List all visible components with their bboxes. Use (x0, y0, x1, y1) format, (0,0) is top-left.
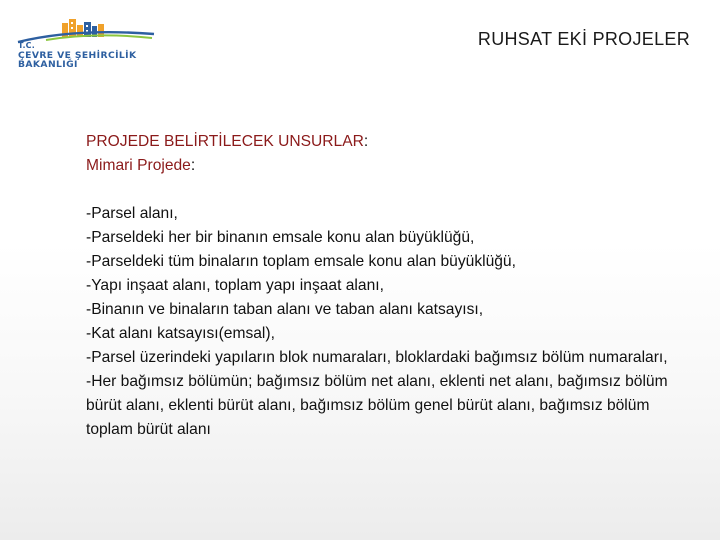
list-item-taban-alani: -Binanın ve binaların taban alanı ve taban alanı katsayısı, (86, 301, 484, 318)
item-list (86, 202, 686, 442)
logo-line-ministry: BAKANLIĞI (18, 59, 78, 70)
list-item-kat-alani-katsayisi: -Kat alanı katsayısı(emsal), (86, 325, 275, 342)
list-item-parsel-alani: -Parsel alanı, (86, 205, 178, 222)
logo-text (18, 41, 137, 70)
heading-block (86, 130, 686, 178)
heading-sub-colon: : (190, 157, 196, 174)
list-item-bina-emsale-alan: -Parseldeki her bir binanın emsale konu alan büyüklüğü, (86, 229, 475, 246)
spacer (86, 178, 686, 202)
list-item-toplam-emsale-alan: -Parseldeki tüm binaların toplam emsale konu alan büyüklüğü, (86, 253, 516, 270)
body-content (86, 130, 686, 442)
heading-main-line (86, 130, 686, 154)
logo-line-tc: T.C. (18, 41, 35, 50)
heading-main: PROJEDE BELİRTİLECEK UNSURLAR (86, 133, 364, 150)
slide-title: RUHSAT EKİ PROJELER (477, 29, 690, 49)
ministry-logo (16, 14, 156, 68)
heading-sub-line (86, 154, 686, 178)
list-item-blok-numaralari: -Parsel üzerindeki yapıların blok numaraları, bloklardaki bağımsız bölüm numaraları, (86, 349, 668, 366)
building-skyline-icon (16, 14, 156, 44)
heading-main-colon: : (363, 133, 369, 150)
list-item-bagimsiz-bolum-alanlari: -Her bağımsız bölümün; bağımsız bölüm net alanı, eklenti net alanı, bağımsız bölüm bürüt alanı, eklenti bürüt alanı, bağımsız bölüm genel bürüt alanı, bağımsız bölüm toplam bürüt alanı (86, 373, 668, 438)
logo-line-ministry-name: ÇEVRE VE ŞEHİRCİLİK (18, 49, 137, 61)
list-item-yapi-insaat-alani: -Yapı inşaat alanı, toplam yapı inşaat alanı, (86, 277, 384, 294)
heading-sub: Mimari Projede (86, 157, 191, 174)
